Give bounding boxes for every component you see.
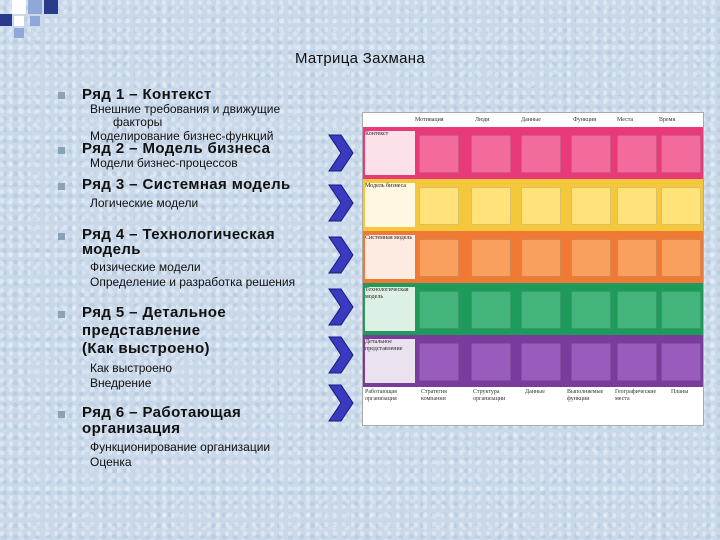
matrix-cell-illustration [617,239,657,277]
matrix-cell-illustration [617,343,657,381]
matrix-cell-illustration [571,291,611,329]
slide-title: Матрица Захмана [294,50,426,67]
matrix-cell-illustration [471,291,511,329]
bullet-marker [58,311,65,318]
matrix-row-band [363,179,703,231]
bullet-marker [58,147,65,154]
matrix-column-header: Люди [475,117,490,123]
matrix-cell-illustration [471,343,511,381]
matrix-cell-illustration [571,135,611,173]
matrix-footer-label: Работающая организация [365,389,397,402]
matrix-cell-illustration [661,239,701,277]
matrix-cell-illustration [521,291,561,329]
row-4-heading: Ряд 4 – Технологическая [82,226,275,243]
matrix-cell-illustration [521,343,561,381]
chevron-arrow-icon [328,134,354,172]
matrix-row-band [363,335,703,387]
matrix-cell-illustration [471,187,511,225]
zachman-matrix-image [362,112,704,426]
row-2-detail: Модели бизнес-процессов [90,156,238,170]
matrix-footer-label: Структура организации [473,389,506,402]
row-1-heading: Ряд 1 – Контекст [82,86,212,103]
matrix-cell-illustration [661,187,701,225]
row-5-detail: Как выстроено [90,361,173,375]
row-5-heading: Ряд 5 – Детальное [82,304,227,321]
matrix-cell-illustration [571,239,611,277]
chevron-arrow-icon [328,384,354,422]
row-4-heading: модель [82,241,141,258]
matrix-row-label: Технологическая модель [365,287,415,331]
matrix-row-band [363,231,703,283]
row-1-detail: Внешние требования и движущие [90,102,281,116]
matrix-cell-illustration [419,135,459,173]
row-1-detail: Моделирование бизнес-функций [90,129,274,143]
row-5-detail: Внедрение [90,376,152,390]
matrix-cell-illustration [471,135,511,173]
chevron-arrow-icon [328,236,354,274]
matrix-cell-illustration [471,239,511,277]
matrix-column-header: Время [659,117,676,123]
matrix-cell-illustration [617,187,657,225]
bullet-marker [58,92,65,99]
matrix-column-header: Места [617,117,634,123]
chevron-arrow-icon [328,288,354,326]
row-6-heading: организация [82,420,181,437]
row-4-detail: Физические модели [90,260,201,274]
matrix-cell-illustration [571,343,611,381]
matrix-footer-label: Планы [671,389,689,395]
matrix-cell-illustration [617,291,657,329]
matrix-cell-illustration [661,343,701,381]
matrix-cell-illustration [419,343,459,381]
bullet-marker [58,233,65,240]
row-6-detail: Оценка [90,455,132,469]
matrix-column-header: Мотивация [415,117,444,123]
matrix-cell-illustration [521,239,561,277]
matrix-cell-illustration [571,187,611,225]
matrix-column-header: Данные [521,117,541,123]
matrix-row-label: Модель бизнеса [365,183,415,227]
row-6-heading: Ряд 6 – Работающая [82,404,242,421]
row-1-detail: факторы [113,115,163,129]
row-3-detail: Логические модели [90,196,199,210]
bullet-marker [58,411,65,418]
row-3-heading: Ряд 3 – Системная модель [82,176,291,193]
matrix-row-label: Системная модель [365,235,415,279]
chevron-arrow-icon [328,184,354,222]
matrix-footer-label: Стратегия компании [421,389,447,402]
corner-decoration [0,0,60,40]
matrix-row-label: Контекст [365,131,415,175]
bullet-marker [58,183,65,190]
matrix-cell-illustration [661,291,701,329]
row-5-heading: (Как выстроено) [82,340,210,357]
row-4-detail: Определение и разработка решения [90,275,296,289]
matrix-footer-label: Географические места [615,389,657,402]
matrix-column-header: Функции [573,117,597,123]
matrix-row-band [363,283,703,335]
row-5-heading: представление [82,322,201,339]
row-2-heading: Ряд 2 – Модель бизнеса [82,140,271,157]
matrix-cell-illustration [617,135,657,173]
matrix-cell-illustration [419,239,459,277]
matrix-cell-illustration [521,187,561,225]
matrix-cell-illustration [419,291,459,329]
matrix-cell-illustration [419,187,459,225]
matrix-row-band [363,127,703,179]
matrix-cell-illustration [661,135,701,173]
matrix-footer-label: Данные [525,389,545,395]
matrix-row-label: Детальное представление [365,339,415,383]
row-6-detail: Функционирование организации [90,440,271,454]
matrix-footer-label: Выполняемые функции [567,389,604,402]
matrix-cell-illustration [521,135,561,173]
chevron-arrow-icon [328,336,354,374]
